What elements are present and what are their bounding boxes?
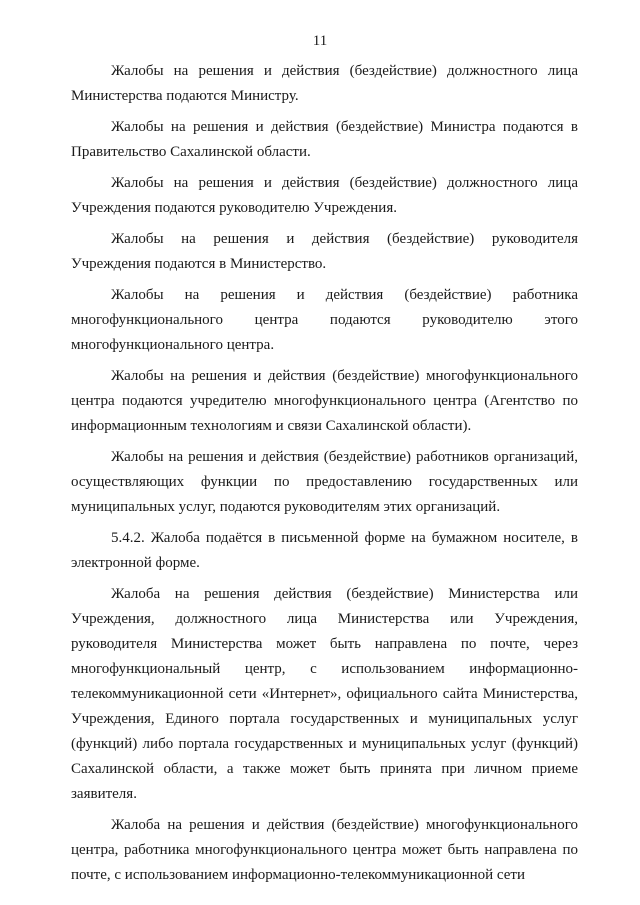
paragraph: Жалобы на решения и действия (бездействие) работников организаций, осуществляющих функции по предоставлению государственных или муниципальных услуг, подаются руководителям этих организаций. [71, 449, 578, 515]
paragraph: Жалоба на решения и действия (бездействие) многофункционального центра, работника многофункционального центра может быть направлена по почте, с использованием информационно-телекоммуникационной сети [71, 817, 578, 883]
paragraph: Жалоба на решения действия (бездействие) Министерства или Учреждения, должностного лица Министерства или Учреждения, руководителя Министерства может быть направлена по почте, через многофункциональный центр, с использованием информационно-телекоммуникационной сети «Интернет», официального сайта Министерства, Учреждения, Единого портала государственных и муниципальных услуг (функций) либо портала государственных и муниципальных услуг (функций) Сахалинской области, а также может быть принята при личном приеме заявителя. [71, 586, 578, 802]
document-body [71, 59, 578, 894]
page-number: 11 [312, 33, 328, 49]
paragraph: Жалобы на решения и действия (бездействие) многофункционального центра подаются учредителю многофункционального центра (Агентство по информационным технологиям и связи Сахалинской области). [71, 368, 578, 434]
paragraph: Жалобы на решения и действия (бездействие) должностного лица Министерства подаются Министру. [71, 63, 578, 104]
paragraph: Жалобы на решения и действия (бездействие) Министра подаются в Правительство Сахалинской области. [71, 119, 578, 160]
paragraph: Жалобы на решения и действия (бездействие) работника многофункционального центра подаются руководителю этого многофункционального центра. [71, 287, 578, 353]
paragraph: Жалобы на решения и действия (бездействие) должностного лица Учреждения подаются руководителю Учреждения. [71, 175, 578, 216]
paragraph: Жалобы на решения и действия (бездействие) руководителя Учреждения подаются в Министерство. [71, 231, 578, 272]
paragraph: 5.4.2. Жалоба подаётся в письменной форме на бумажном носителе, в электронной форме. [71, 530, 578, 571]
